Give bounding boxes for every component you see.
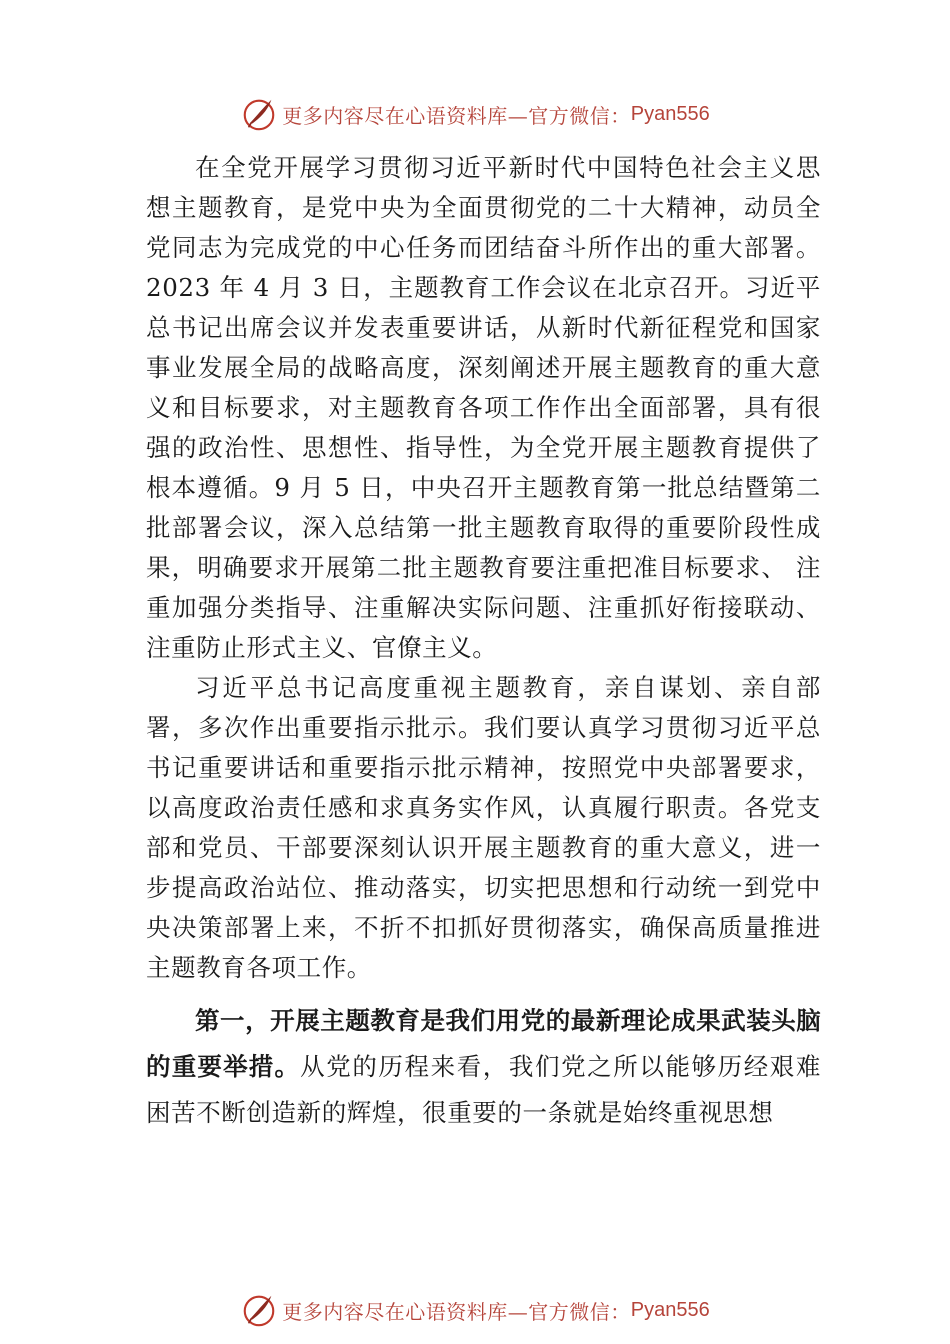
paragraph-1: 在全党开展学习贯彻习近平新时代中国特色社会主义思想主题教育，是党中央为全面贯彻党的二十大精神，动员全党同志为完成党的中心任务而团结奋斗所作出的重大部署。2023 年 4 月 3 日，主题教育工作会议在北京召开。习近平总书记出席会议并发表重要讲话，从新时代新征程党和国家事业发展全局的战略高度，深刻阐述开展主题教育的重大意义和目标要求，对主题教育各项工作作出全面部署，具有很强的政治性、思想性、指导性，为全党开展主题教育提供了根本遵循。9 月 5 日，中央召开主题教育第一批总结暨第二批部署会议，深入总结第一批主题教育取得的重要阶段性成果，明确要求开展第二批主题教育要注重把准目标要求、 注重加强分类指导、注重解决实际问题、注重抓好衔接联动、注重防止形式主义、官僚主义。 bbox=[146, 153, 821, 662]
document-body bbox=[146, 148, 821, 1136]
section-one-text: 从党的历程来看，我们党之所以能够历经艰难困苦不断创造新的辉煌，很重要的一条就是始终重视思想 bbox=[146, 1052, 821, 1127]
paragraph-2: 习近平总书记高度重视主题教育，亲自谋划、亲自部署，多次作出重要指示批示。我们要认真学习贯彻习近平总书记重要讲话和重要指示批示精神，按照党中央部署要求，以高度政治责任感和求真务实作风，认真履行职责。各党支部和党员、干部要深刻认识开展主题教育的重大意义，进一步提高政治站位、推动落实，切实把思想和行动统一到党中央决策部署上来，不折不扣抓好贯彻落实，确保高质量推进主题教育各项工作。 bbox=[146, 673, 821, 982]
banner-text: 更多内容尽在心语资料库—官方微信： bbox=[282, 103, 631, 128]
quill-pen-logo-icon bbox=[240, 95, 278, 133]
banner-wechat-id: Pyan556 bbox=[630, 1298, 710, 1321]
footer-banner bbox=[0, 1290, 950, 1330]
header-banner bbox=[0, 94, 950, 134]
section-one-heading: 第一，开展主题教育是我们用党的最新理论成果武装头脑的重要举措。 bbox=[146, 1006, 821, 1081]
banner-wechat-id: Pyan556 bbox=[630, 102, 710, 125]
section-one-paragraph bbox=[146, 998, 821, 1136]
quill-pen-logo-icon bbox=[240, 1291, 278, 1329]
banner-text: 更多内容尽在心语资料库—官方微信： bbox=[282, 1299, 631, 1324]
